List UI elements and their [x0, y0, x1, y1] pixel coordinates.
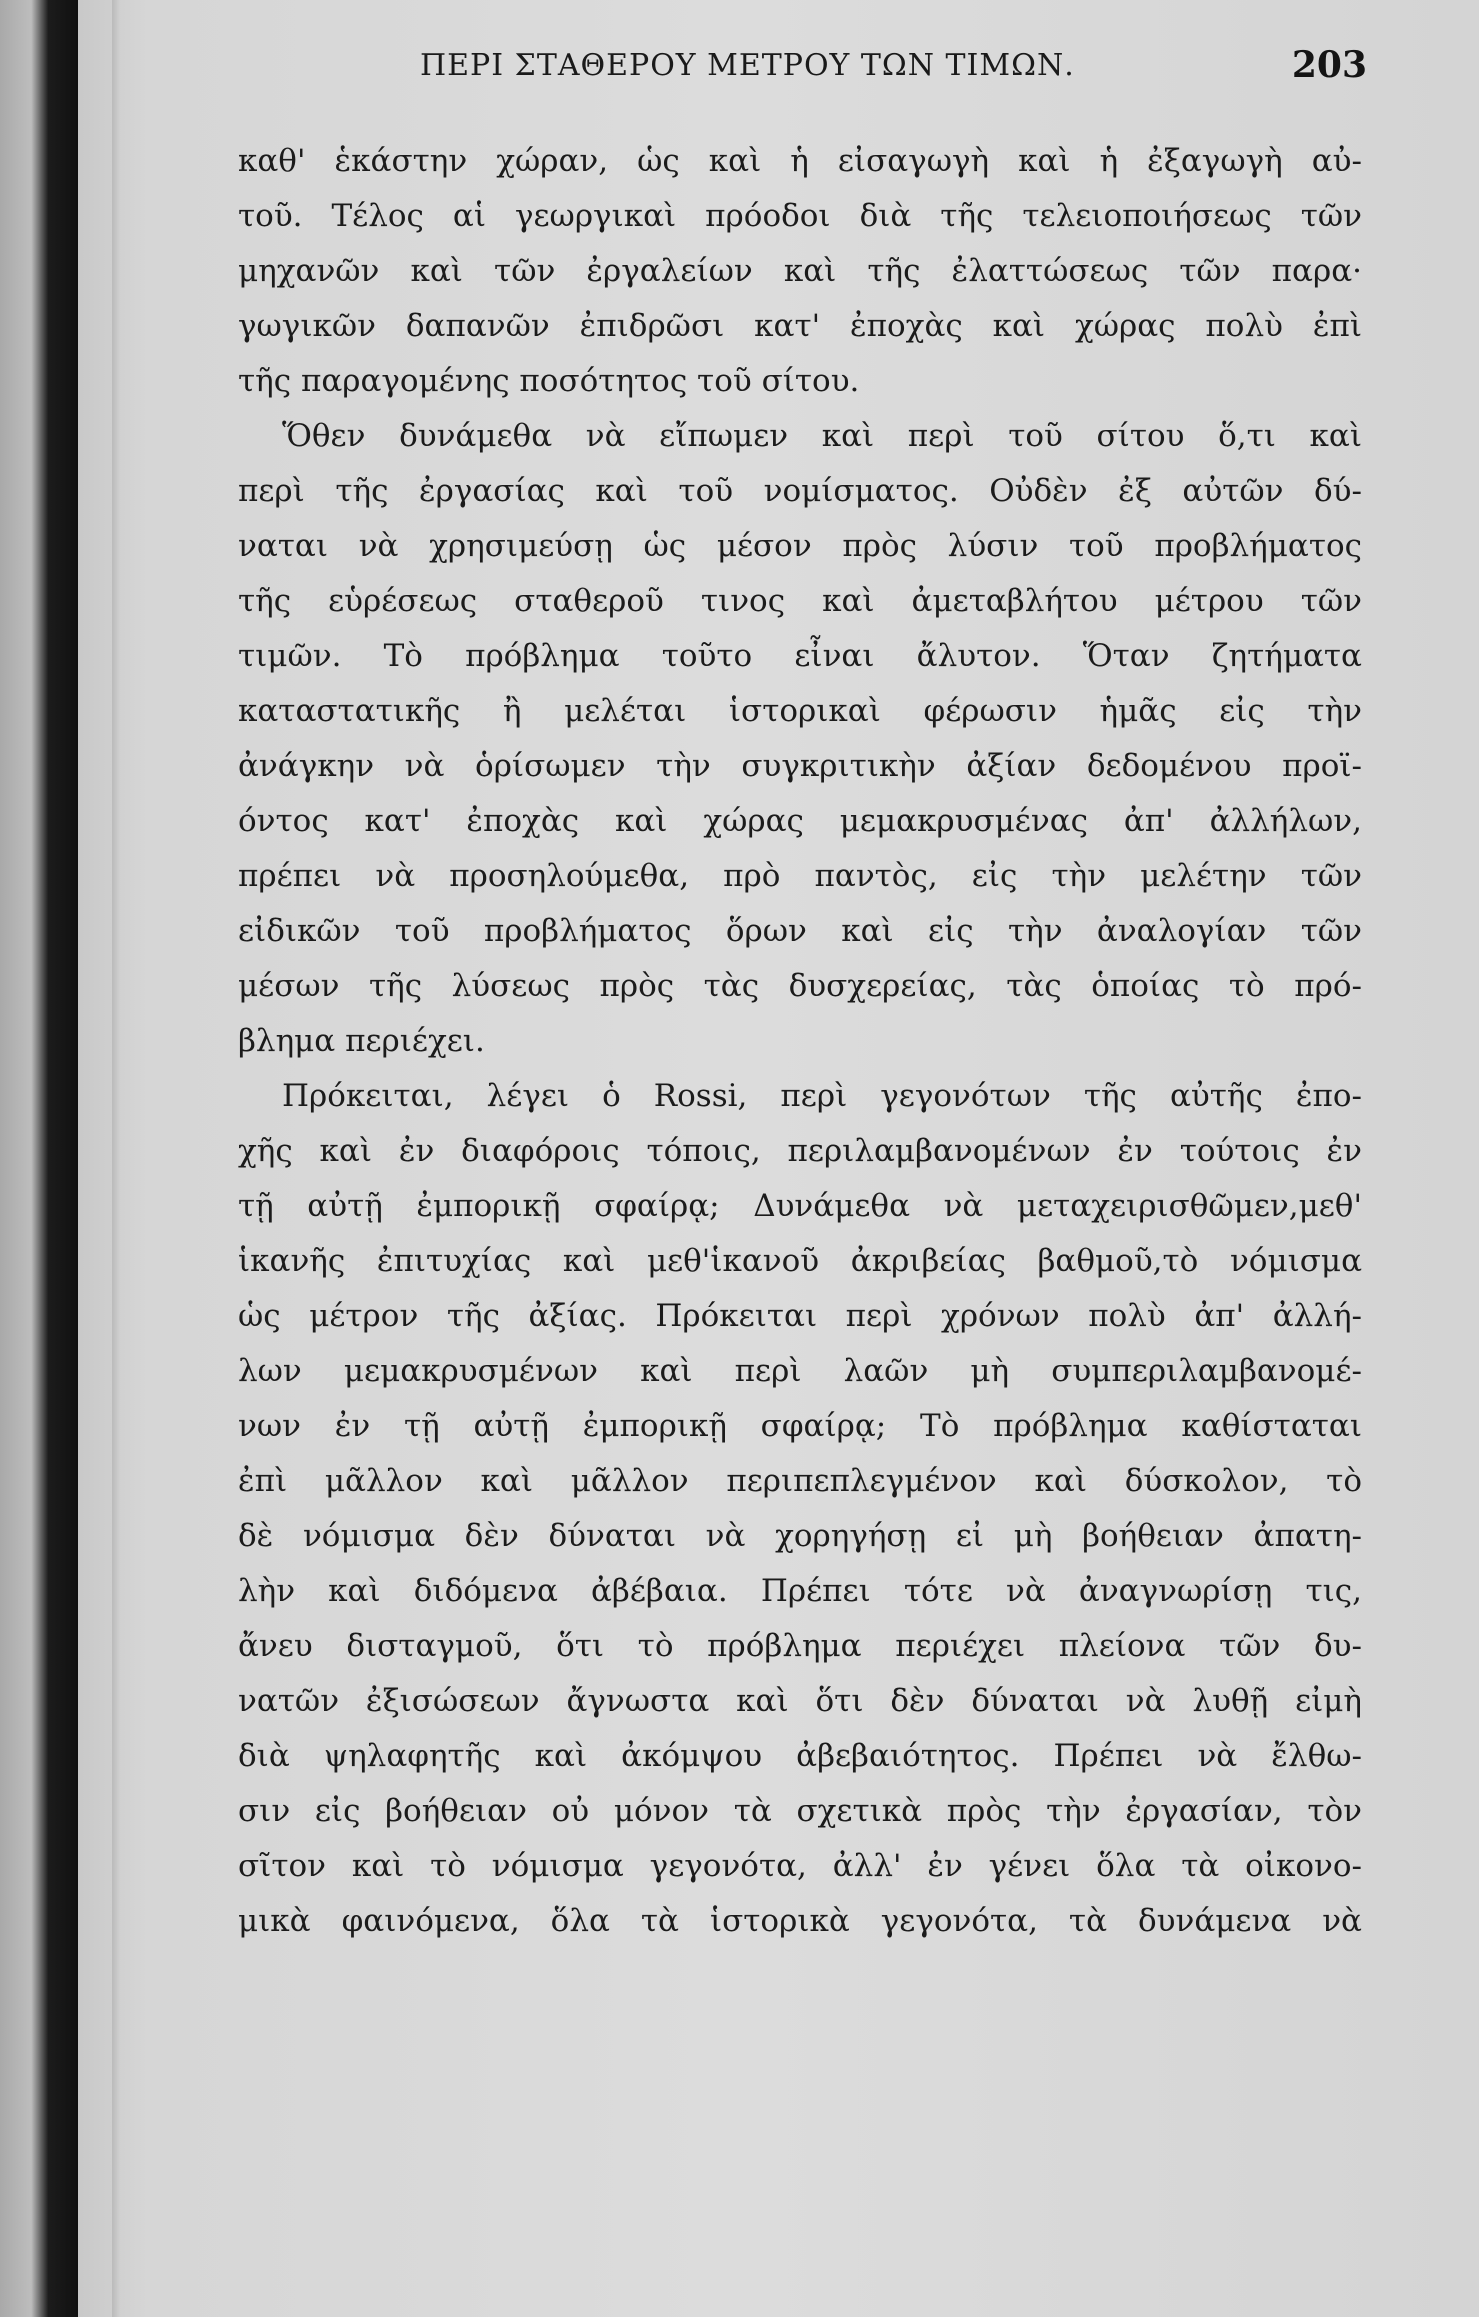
text-line: τοῦ. Τέλος αἱ γεωργικαὶ πρόοδοι διὰ τῆς τελειοποιήσεως τῶν — [238, 198, 1362, 234]
text-line: πρέπει νὰ προσηλούμεθα, πρὸ παντὸς, εἰς τὴν μελέτην τῶν — [238, 858, 1362, 894]
text-line: τῆς εὑρέσεως σταθεροῦ τινος καὶ ἀμεταβλήτου μέτρου τῶν — [238, 583, 1362, 619]
text-line: καθ' ἑκάστην χώραν, ὡς καὶ ἡ εἰσαγωγὴ καὶ ἡ ἐξαγωγὴ αὐ- — [238, 143, 1362, 179]
text-line: ἀνάγκην νὰ ὁρίσωμεν τὴν συγκριτικὴν ἀξίαν δεδομένου προϊ- — [238, 748, 1362, 784]
text-line: τῆς παραγομένης ποσότητος τοῦ σίτου. — [238, 363, 860, 399]
paragraph-first-line: Πρόκειται, λέγει ὁ Rossi, περὶ γεγονότων τῆς αὐτῆς ἐπο- — [282, 1078, 1362, 1114]
text-line: όντος κατ' ἐποχὰς καὶ χώρας μεμακρυσμένας ἀπ' ἀλλήλων, — [238, 803, 1362, 839]
text-line: μικὰ φαινόμενα, ὅλα τὰ ἱστορικὰ γεγονότα, τὰ δυνάμενα νὰ — [238, 1903, 1362, 1939]
gutter-shade — [112, 0, 120, 2317]
body-text — [238, 134, 1362, 1949]
text-line: γωγικῶν δαπανῶν ἐπιδρῶσι κατ' ἐποχὰς καὶ χώρας πολὺ ἐπὶ — [238, 308, 1362, 344]
text-line: περὶ τῆς ἐργασίας καὶ τοῦ νομίσματος. Οὐδὲν ἐξ αὐτῶν δύ- — [238, 473, 1362, 509]
text-line: λων μεμακρυσμένων καὶ περὶ λαῶν μὴ συμπεριλαμβανομέ- — [238, 1353, 1362, 1389]
text-line: καταστατικῆς ἢ μελέται ἱστορικαὶ φέρωσιν ἡμᾶς εἰς τὴν — [238, 693, 1362, 729]
text-line: λὴν καὶ διδόμενα ἀβέβαια. Πρέπει τότε νὰ ἀναγνωρίσῃ τις, — [238, 1573, 1362, 1609]
text-line: ἄνευ δισταγμοῦ, ὅτι τὸ πρόβλημα περιέχει πλείονα τῶν δυ- — [238, 1628, 1362, 1664]
text-line: δὲ νόμισμα δὲν δύναται νὰ χορηγήσῃ εἰ μὴ βοήθειαν ἀπατη- — [238, 1518, 1362, 1554]
text-line: μέσων τῆς λύσεως πρὸς τὰς δυσχερείας, τὰς ὁποίας τὸ πρό- — [238, 968, 1362, 1004]
text-line: νων ἐν τῇ αὐτῇ ἐμπορικῇ σφαίρᾳ; Τὸ πρόβλημα καθίσταται — [238, 1408, 1362, 1444]
text-line: χῆς καὶ ἐν διαφόροις τόποις, περιλαμβανομένων ἐν τούτοις ἐν — [238, 1133, 1362, 1169]
text-line: νατῶν ἐξισώσεων ἄγνωστα καὶ ὅτι δὲν δύναται νὰ λυθῇ εἰμὴ — [238, 1683, 1362, 1719]
text-line: τιμῶν. Τὸ πρόβλημα τοῦτο εἶναι ἄλυτον. Ὅταν ζητήματα — [238, 638, 1362, 674]
text-line: ὡς μέτρον τῆς ἀξίας. Πρόκειται περὶ χρόνων πολὺ ἀπ' ἀλλή- — [238, 1298, 1362, 1334]
text-line: εἰδικῶν τοῦ προβλήματος ὅρων καὶ εἰς τὴν ἀναλογίαν τῶν — [238, 913, 1362, 949]
text-line: ναται νὰ χρησιμεύσῃ ὡς μέσον πρὸς λύσιν τοῦ προβλήματος — [238, 528, 1362, 564]
text-line: ἱκανῆς ἐπιτυχίας καὶ μεθ'ἱκανοῦ ἀκριβείας βαθμοῦ,τὸ νόμισμα — [238, 1243, 1362, 1279]
text-line: τῇ αὐτῇ ἐμπορικῇ σφαίρᾳ; Δυνάμεθα νὰ μεταχειρισθῶμεν,μεθ' — [238, 1188, 1362, 1224]
text-line: ἐπὶ μᾶλλον καὶ μᾶλλον περιπεπλεγμένον καὶ δύσκολον, τὸ — [238, 1463, 1362, 1499]
text-line: σιν εἰς βοήθειαν οὐ μόνον τὰ σχετικὰ πρὸς τὴν ἐργασίαν, τὸν — [238, 1793, 1362, 1829]
page-number: 203 — [1291, 44, 1367, 86]
text-line: βλημα περιέχει. — [238, 1023, 485, 1059]
text-line: μηχανῶν καὶ τῶν ἐργαλείων καὶ τῆς ἐλαττώσεως τῶν παρα· — [238, 253, 1362, 289]
running-title: ΠΕΡΙ ΣΤΑΘΕΡΟΥ ΜΕΤΡΟΥ ΤΩΝ ΤΙΜΩΝ. — [420, 48, 1075, 83]
book-spine-shadow — [0, 0, 78, 2317]
text-line: διὰ ψηλαφητῆς καὶ ἀκόμψου ἀβεβαιότητος. Πρέπει νὰ ἔλθω- — [238, 1738, 1362, 1774]
paragraph-first-line: Ὅθεν δυνάμεθα νὰ εἴπωμεν καὶ περὶ τοῦ σίτου ὅ,τι καὶ — [282, 418, 1362, 454]
text-line: σῖτον καὶ τὸ νόμισμα γεγονότα, ἀλλ' ἐν γένει ὅλα τὰ οἰκονο- — [238, 1848, 1362, 1884]
